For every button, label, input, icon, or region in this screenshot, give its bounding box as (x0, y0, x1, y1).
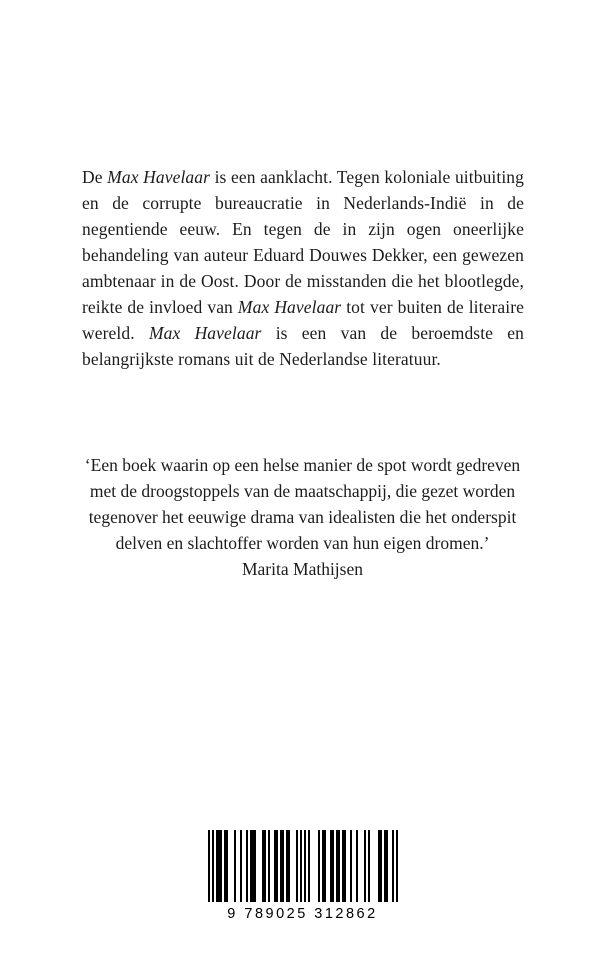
review-attribution: Marita Mathijsen (241, 559, 363, 579)
review-quote-block (0, 452, 605, 582)
barcode-number: 9 789025 312862 (227, 906, 378, 922)
blurb-segment-title: Max Havelaar (107, 166, 211, 187)
review-quote: ‘Een boek waarin op een helse manier de spot wordt gedreven met de droogstoppels van de maatschappij, die gezet worden tegenover het eeuwige drama van idealisten die het onderspit delven en slachtoffer worden van hun eigen dromen.’ (84, 455, 521, 553)
blurb-segment: is een aanklacht. Tegen koloniale uitbuiting en de corrupte bureaucratie in Nederlands-Indië in de negentiende eeuw. En tegen de in zijn ogen oneerlijke behandeling van auteur Eduard Douwes Dekker, een gewezen ambtenaar in de Oost. Door de misstanden die het blootlegde, reikte de invloed van (82, 166, 525, 317)
barcode-module (396, 830, 398, 902)
blurb-segment: is een van de beroemdste en belangrijkste romans uit de Nederlandse literatuur. (82, 322, 525, 369)
ean13-barcode (208, 830, 398, 922)
blurb-segment-title: Max Havelaar (237, 296, 342, 317)
blurb-segment: De (82, 166, 108, 187)
blurb-paragraph (82, 164, 524, 372)
barcode-bars (208, 830, 398, 902)
blurb-segment-title: Max Havelaar (148, 322, 262, 343)
blurb-segment: tot ver buiten de literaire wereld. (82, 296, 525, 343)
